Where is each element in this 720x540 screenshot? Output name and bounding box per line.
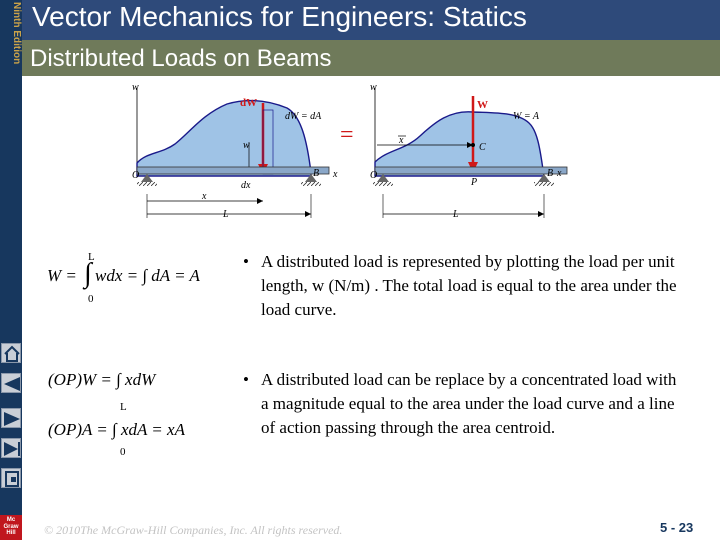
- x-axis-label-right: x: [557, 168, 562, 179]
- bullet-concentrated-load: • A distributed load can be replace by a concentrated load with a magnitude equal to the area under the load curve and a line of action passing through the area centroid.: [243, 370, 677, 437]
- page-title: Vector Mechanics for Engineers: Statics: [32, 1, 527, 32]
- equals-sign: =: [340, 122, 354, 148]
- beam-right: [375, 167, 567, 174]
- next-slide-icon: [2, 409, 22, 429]
- w-height-label: w: [243, 140, 250, 151]
- l-length-label-right: L: [453, 209, 459, 220]
- previous-slide-button[interactable]: [1, 408, 21, 428]
- last-slide-icon: [2, 439, 22, 459]
- first-slide-icon: [2, 374, 22, 394]
- centroid-label: C: [479, 142, 486, 153]
- dw-label: dW: [240, 97, 258, 109]
- w-axis-label-right: w: [370, 82, 377, 93]
- bullet-distributed-load: • A distributed load is represented by plotting the load per unit length, w (N/m) . The total load is equal to the area under the load curve.: [243, 252, 677, 319]
- exit-icon: [2, 469, 22, 489]
- subtitle-bar: [22, 40, 720, 76]
- p-label: P: [471, 177, 478, 188]
- exit-button[interactable]: [1, 468, 21, 488]
- l-length-label: L: [223, 209, 229, 220]
- xbar-label: x: [399, 135, 404, 146]
- page-number: 5 - 23: [660, 520, 694, 535]
- next-slide-button[interactable]: [1, 438, 21, 458]
- b-label-right: B: [547, 168, 554, 179]
- left-beam-diagram: [132, 82, 338, 220]
- w-resultant-label: W: [477, 99, 488, 111]
- home-icon: [2, 344, 22, 364]
- copyright-notice: © 2010The McGraw-Hill Companies, Inc. All rights reserved.: [44, 523, 343, 537]
- w-eq-a-label: W = A: [513, 111, 540, 122]
- right-beam-diagram: [370, 82, 567, 220]
- x-distance-label: x: [202, 191, 207, 202]
- dw-eq-da-label: dW = dA: [285, 111, 322, 122]
- beam: [137, 167, 329, 174]
- mcgraw-hill-logo: Mc Graw Hill: [0, 515, 22, 540]
- o-label: O: [132, 170, 140, 181]
- edition-label: Ninth Edition: [11, 2, 22, 65]
- first-slide-button[interactable]: [1, 373, 21, 393]
- left-navigation-strip: [0, 0, 22, 540]
- o-label-right: O: [370, 170, 378, 181]
- beam-diagram: [115, 78, 570, 228]
- slide-title: Distributed Loads on Beams: [30, 45, 332, 72]
- b-label: B: [313, 168, 320, 179]
- dx-label: dx: [241, 180, 251, 191]
- title-bar: [22, 0, 720, 40]
- w-axis-label: w: [132, 82, 139, 93]
- home-button[interactable]: [1, 343, 21, 363]
- x-axis-label: x: [333, 169, 338, 180]
